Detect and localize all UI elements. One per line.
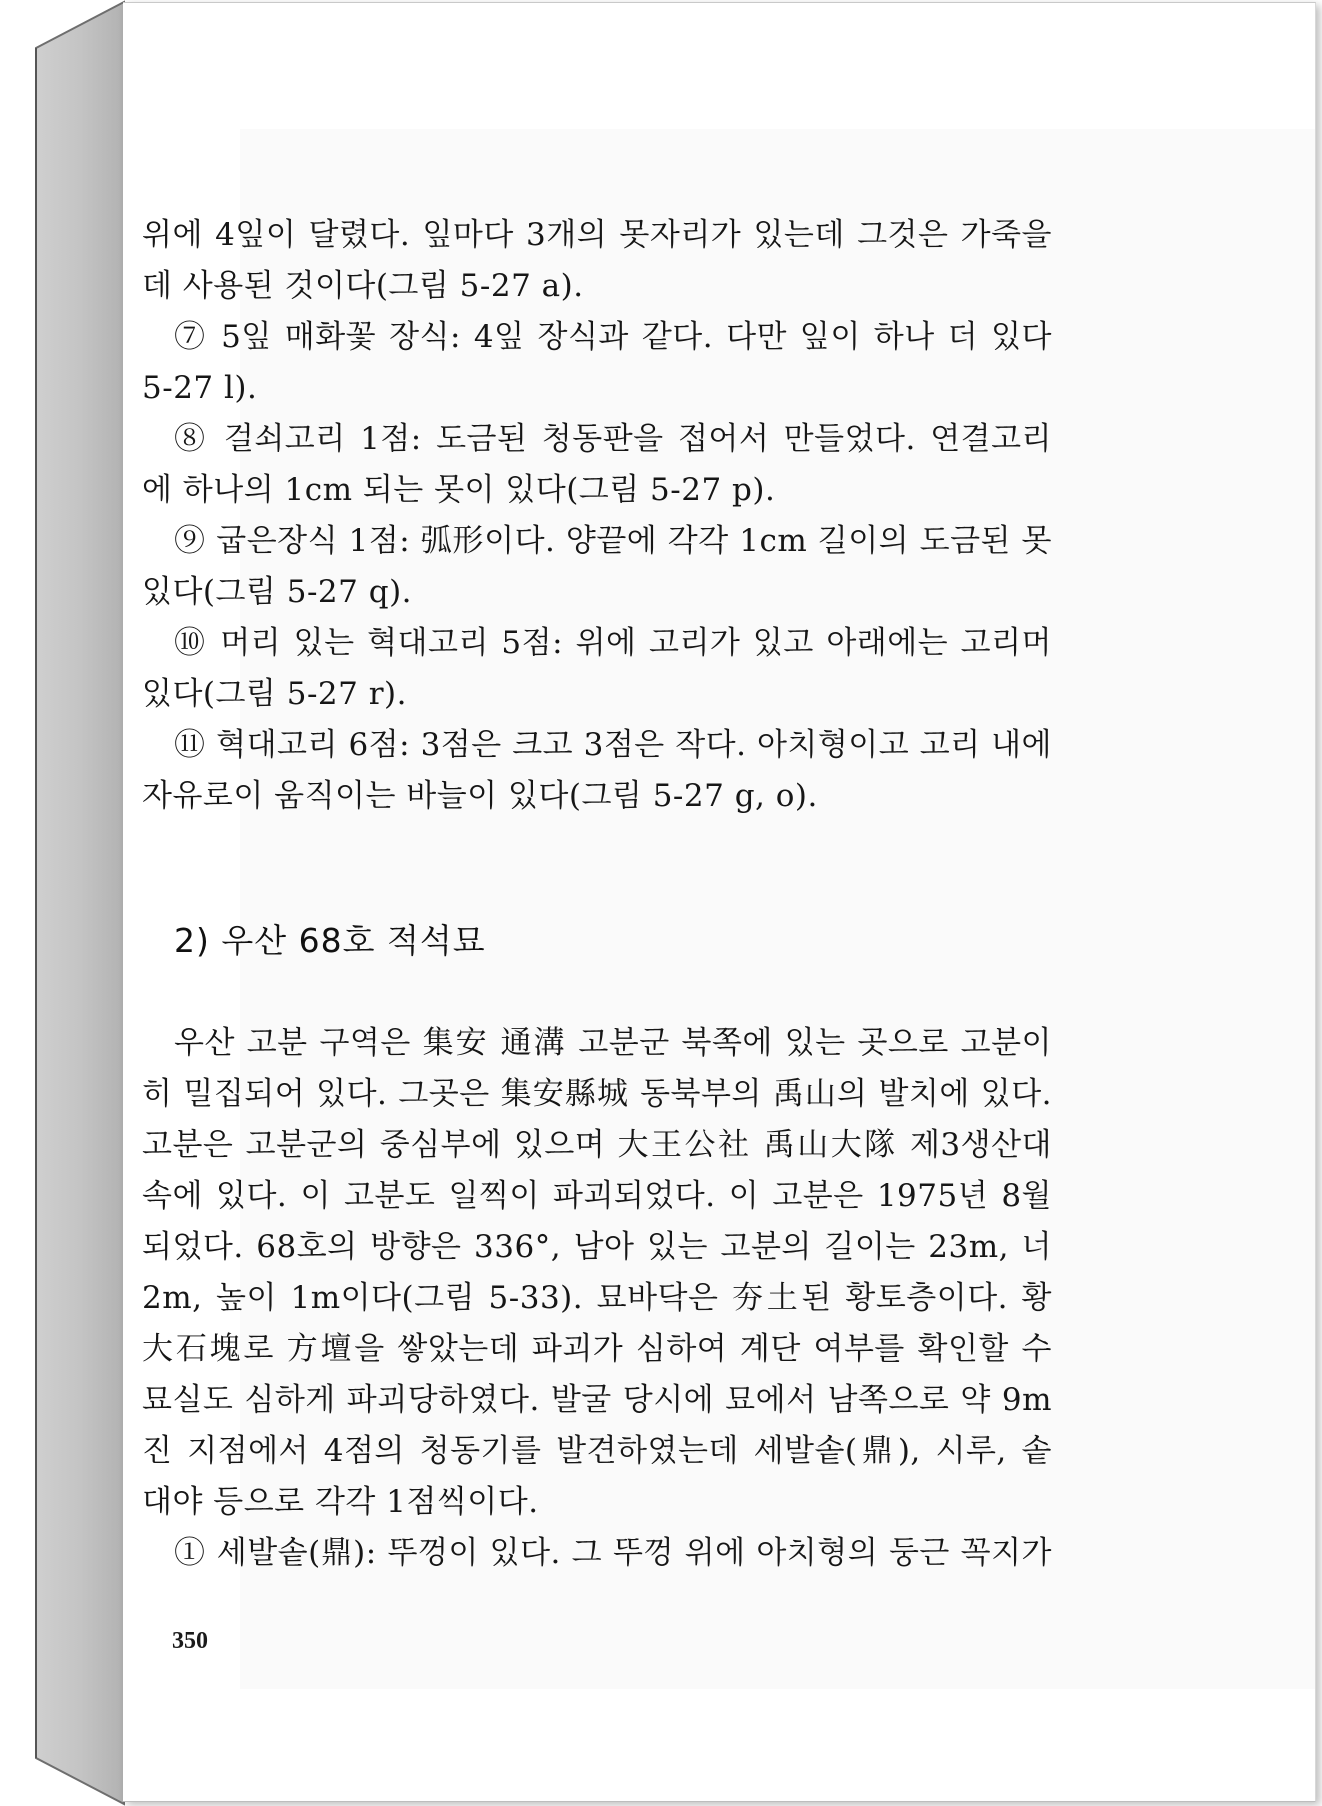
text-line: 자유로이 움직이는 바늘이 있다(그림 5-27 g, o). bbox=[142, 778, 818, 814]
book-spine bbox=[0, 0, 125, 1806]
text-line: 속에 있다. 이 고분도 일찍이 파괴되었다. 이 고분은 1975년 8월 bbox=[142, 1178, 1052, 1214]
section-heading: 2) 우산 68호 적석묘 bbox=[174, 921, 486, 960]
body-text-lower bbox=[142, 1018, 1052, 1579]
text-line: 위에 4잎이 달렸다. 잎마다 3개의 못자리가 있는데 그것은 가죽을 bbox=[142, 217, 1052, 253]
text-line: 데 사용된 것이다(그림 5-27 a). bbox=[142, 268, 584, 304]
text-line: 고분은 고분군의 중심부에 있으며 大王公社 禹山大隊 제3생산대 bbox=[142, 1127, 1052, 1163]
text-line: 2m, 높이 1m이다(그림 5-33). 묘바닥은 夯土된 황토층이다. 황 bbox=[142, 1280, 1052, 1316]
text-line: 5-27 l). bbox=[142, 370, 258, 406]
text-line: 묘실도 심하게 파괴당하였다. 발굴 당시에 묘에서 남쪽으로 약 9m bbox=[142, 1382, 1052, 1418]
body-text-upper bbox=[142, 210, 1052, 822]
text-line: ⑪ 혁대고리 6점: 3점은 크고 3점은 작다. 아치형이고 고리 내에 bbox=[174, 727, 1052, 763]
text-line: 에 하나의 1cm 되는 못이 있다(그림 5-27 p). bbox=[142, 472, 776, 508]
text-line: 있다(그림 5-27 r). bbox=[142, 676, 407, 712]
text-line: 진 지점에서 4점의 청동기를 발견하였는데 세발솥(鼎), 시루, 솥 bbox=[142, 1433, 1052, 1469]
text-line: 大石塊로 方壇을 쌓았는데 파괴가 심하여 계단 여부를 확인할 수 bbox=[142, 1331, 1052, 1367]
text-line: ① 세발솥(鼎): 뚜껑이 있다. 그 뚜껑 위에 아치형의 둥근 꼭지가 bbox=[174, 1535, 1052, 1571]
text-line: 우산 고분 구역은 集安 通溝 고분군 북쪽에 있는 곳으로 고분이 bbox=[174, 1025, 1052, 1061]
text-line: 있다(그림 5-27 q). bbox=[142, 574, 413, 610]
text-line: 되었다. 68호의 방향은 336°, 남아 있는 고분의 길이는 23m, 너 bbox=[142, 1229, 1052, 1265]
text-line: 히 밀집되어 있다. 그곳은 集安縣城 동북부의 禹山의 발치에 있다. bbox=[142, 1076, 1052, 1112]
text-line: ⑧ 걸쇠고리 1점: 도금된 청동판을 접어서 만들었다. 연결고리 bbox=[174, 421, 1052, 457]
page-number: 350 bbox=[172, 1628, 208, 1654]
text-line: ⑩ 머리 있는 혁대고리 5점: 위에 고리가 있고 아래에는 고리머 bbox=[174, 625, 1052, 661]
text-line: 대야 등으로 각각 1점씩이다. bbox=[142, 1484, 539, 1520]
text-line: ⑦ 5잎 매화꽃 장식: 4잎 장식과 같다. 다만 잎이 하나 더 있다 bbox=[174, 319, 1052, 355]
text-line: ⑨ 굽은장식 1점: 弧形이다. 양끝에 각각 1cm 길이의 도금된 못 bbox=[174, 523, 1052, 559]
